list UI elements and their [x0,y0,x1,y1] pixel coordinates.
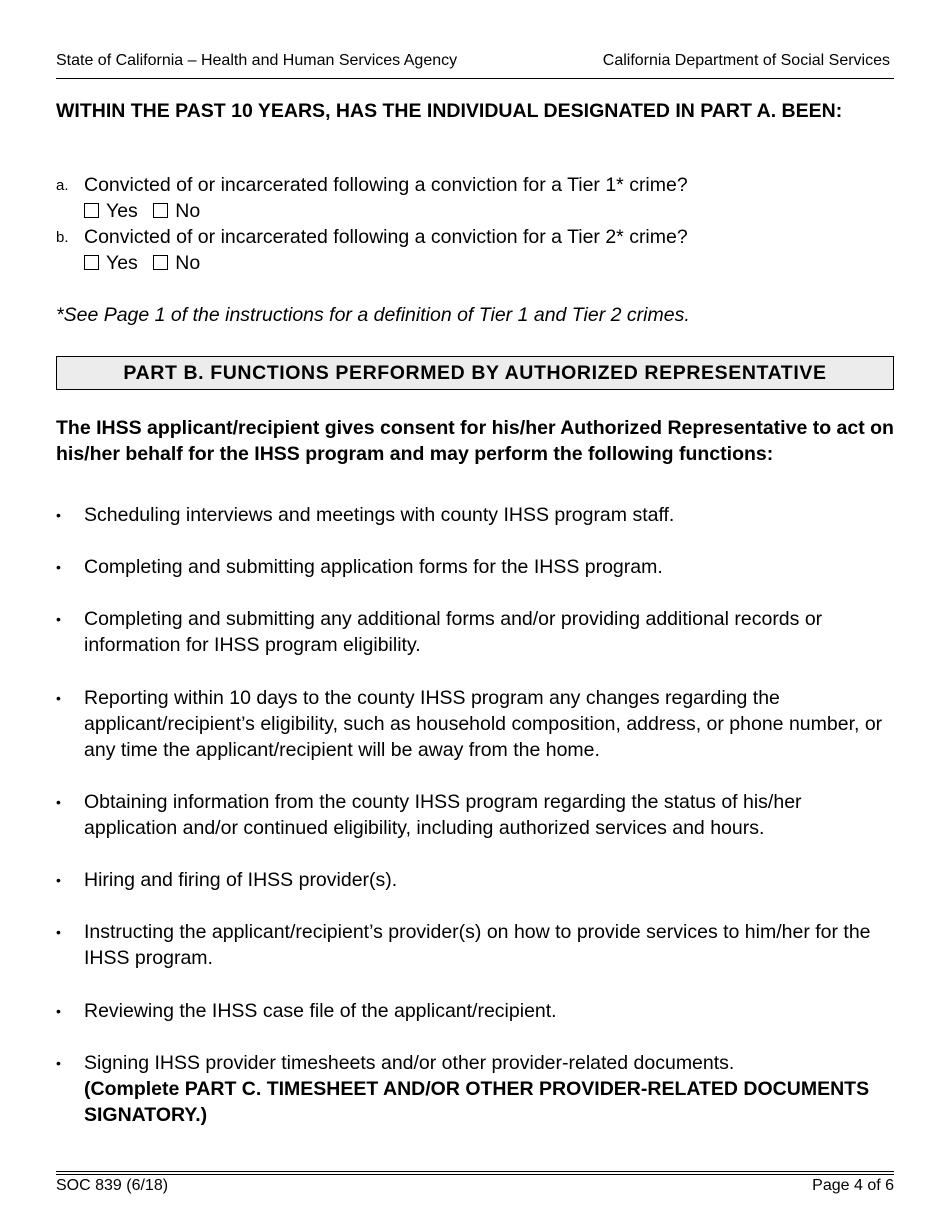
no-label: No [175,200,201,222]
question-a-yes[interactable] [84,198,138,224]
part-c-instruction: (Complete PART C. TIMESHEET AND/OR OTHER PROVIDER-RELATED DOCUMENTS SIGNATORY.) [84,1078,870,1126]
header-rule [56,78,894,79]
function-text: Signing IHSS provider timesheets and/or other provider-related documents. [84,1052,735,1074]
yes-label: Yes [106,252,138,274]
footer-rule [56,1174,894,1175]
question-b-options [84,250,210,276]
function-text: Obtaining information from the county IHSS program regarding the status of his/her application and/or continued eligibility, including authorized services and hours. [84,791,802,839]
department-name: California Department of Social Services [602,52,890,69]
checkbox-no[interactable] [153,203,168,218]
consent-statement: The IHSS applicant/recipient gives consent for his/her Authorized Representative to act on his/her behalf for the IHSS program and may perform the following functions: [56,417,894,465]
question-text: Convicted of or incarcerated following a conviction for a Tier 1* crime? [84,174,688,196]
form-id: SOC 839 (6/18) [56,1177,169,1194]
question-heading: WITHIN THE PAST 10 YEARS, HAS THE INDIVIDUAL DESIGNATED IN PART A. BEEN: [56,100,843,122]
checkbox-yes[interactable] [84,255,99,270]
tier-note: *See Page 1 of the instructions for a definition of Tier 1 and Tier 2 crimes. [56,304,690,326]
question-a-options [84,198,210,224]
page-number: Page 4 of 6 [812,1177,894,1194]
question-letter: a. [56,177,69,194]
function-text: Reporting within 10 days to the county IHSS program any changes regarding the applicant/recipient’s eligibility, such as household composition, address, or phone number, or any time the applicant/recipient will be away from the home. [84,687,883,761]
function-text: Scheduling interviews and meetings with county IHSS program staff. [84,504,675,526]
footer-rule [56,1171,894,1172]
bullet-marker: • [56,690,61,706]
question-letter: b. [56,229,69,246]
form-page [56,0,894,1230]
question-text: Convicted of or incarcerated following a conviction for a Tier 2* crime? [84,226,688,248]
bullet-marker: • [56,507,61,523]
function-text: Completing and submitting any additional forms and/or providing additional records or information for IHSS program eligibility. [84,608,823,656]
bullet-marker: • [56,924,61,940]
bullet-marker: • [56,611,61,627]
bullet-marker: • [56,559,61,575]
bullet-marker: • [56,1003,61,1019]
question-b-yes[interactable] [84,250,138,276]
part-b-title: PART B. FUNCTIONS PERFORMED BY AUTHORIZED REPRESENTATIVE [56,356,894,390]
checkbox-yes[interactable] [84,203,99,218]
bullet-marker: • [56,1055,61,1071]
checkbox-no[interactable] [153,255,168,270]
question-b-no[interactable] [153,250,200,276]
function-text-block [84,1050,896,1128]
bullet-marker: • [56,794,61,810]
function-text: Reviewing the IHSS case file of the applicant/recipient. [84,1000,557,1022]
page-header [56,52,894,74]
bullet-marker: • [56,872,61,888]
agency-name: State of California – Health and Human Services Agency [56,52,458,69]
question-a-no[interactable] [153,198,200,224]
function-text: Instructing the applicant/recipient’s provider(s) on how to provide services to him/her for the IHSS program. [84,921,871,969]
function-text: Hiring and firing of IHSS provider(s). [84,869,398,891]
yes-label: Yes [106,200,138,222]
no-label: No [175,252,201,274]
function-text: Completing and submitting application forms for the IHSS program. [84,556,663,578]
